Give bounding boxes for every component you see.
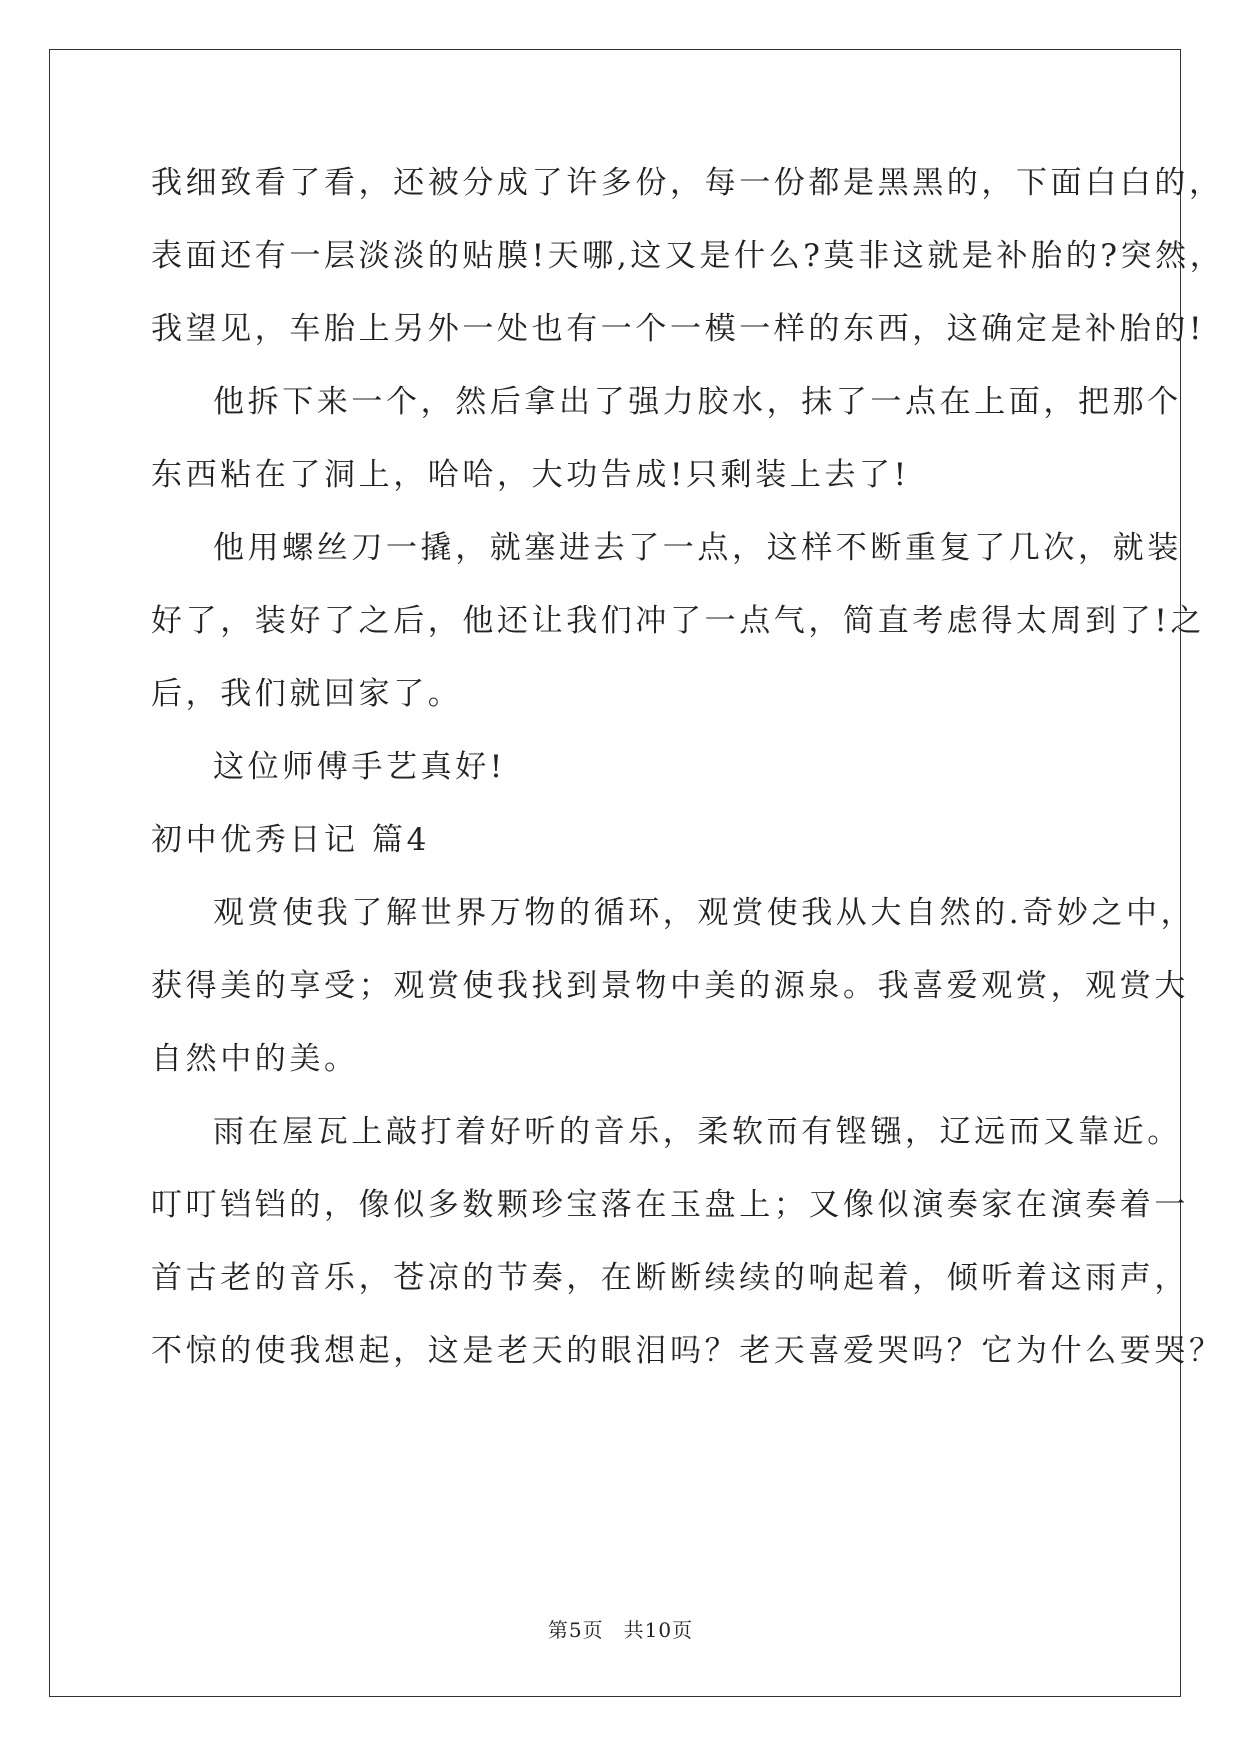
text-line: 后，我们就回家了。 xyxy=(151,676,463,712)
text-line: 叮叮铛铛的，像似多数颗珍宝落在玉盘上；又像似演奏家在演奏着一 xyxy=(151,1187,1189,1223)
text-line: 自然中的美。 xyxy=(151,1041,359,1077)
page-total: 共10页 xyxy=(623,1618,694,1642)
page-footer xyxy=(0,1618,1241,1642)
text-line: 观赏使我了解世界万物的循环，观赏使我从大自然的.奇妙之中， xyxy=(213,895,1196,931)
text-line: 我望见，车胎上另外一处也有一个一模一样的东西，这确定是补胎的! xyxy=(151,311,1206,347)
text-line: 我细致看了看，还被分成了许多份，每一份都是黑黑的，下面白白的， xyxy=(151,165,1224,201)
page-number: 第5页 xyxy=(547,1618,604,1642)
page-border xyxy=(49,49,1181,1697)
text-line: 获得美的享受；观赏使我找到景物中美的源泉。我喜爱观赏，观赏大 xyxy=(151,968,1189,1004)
text-line: 表面还有一层淡淡的贴膜!天哪,这又是什么?莫非这就是补胎的?突然， xyxy=(151,238,1225,274)
text-line: 他用螺丝刀一撬，就塞进去了一点，这样不断重复了几次，就装 xyxy=(213,530,1182,566)
text-line: 首古老的音乐，苍凉的节奏，在断断续续的响起着，倾听着这雨声， xyxy=(151,1260,1189,1296)
text-line: 这位师傅手艺真好! xyxy=(213,749,506,785)
section-heading: 初中优秀日记 篇4 xyxy=(151,822,430,858)
text-line: 好了，装好了之后，他还让我们冲了一点气，简直考虑得太周到了!之 xyxy=(151,603,1206,639)
text-line: 东西粘在了洞上，哈哈，大功告成!只剩装上去了! xyxy=(151,457,910,493)
text-line: 他拆下来一个，然后拿出了强力胶水，抹了一点在上面，把那个 xyxy=(213,384,1182,420)
text-line: 雨在屋瓦上敲打着好听的音乐，柔软而有铿镪，辽远而又靠近。 xyxy=(213,1114,1182,1150)
text-line: 不惊的使我想起，这是老天的眼泪吗？老天喜爱哭吗？它为什么要哭？ xyxy=(151,1333,1224,1369)
